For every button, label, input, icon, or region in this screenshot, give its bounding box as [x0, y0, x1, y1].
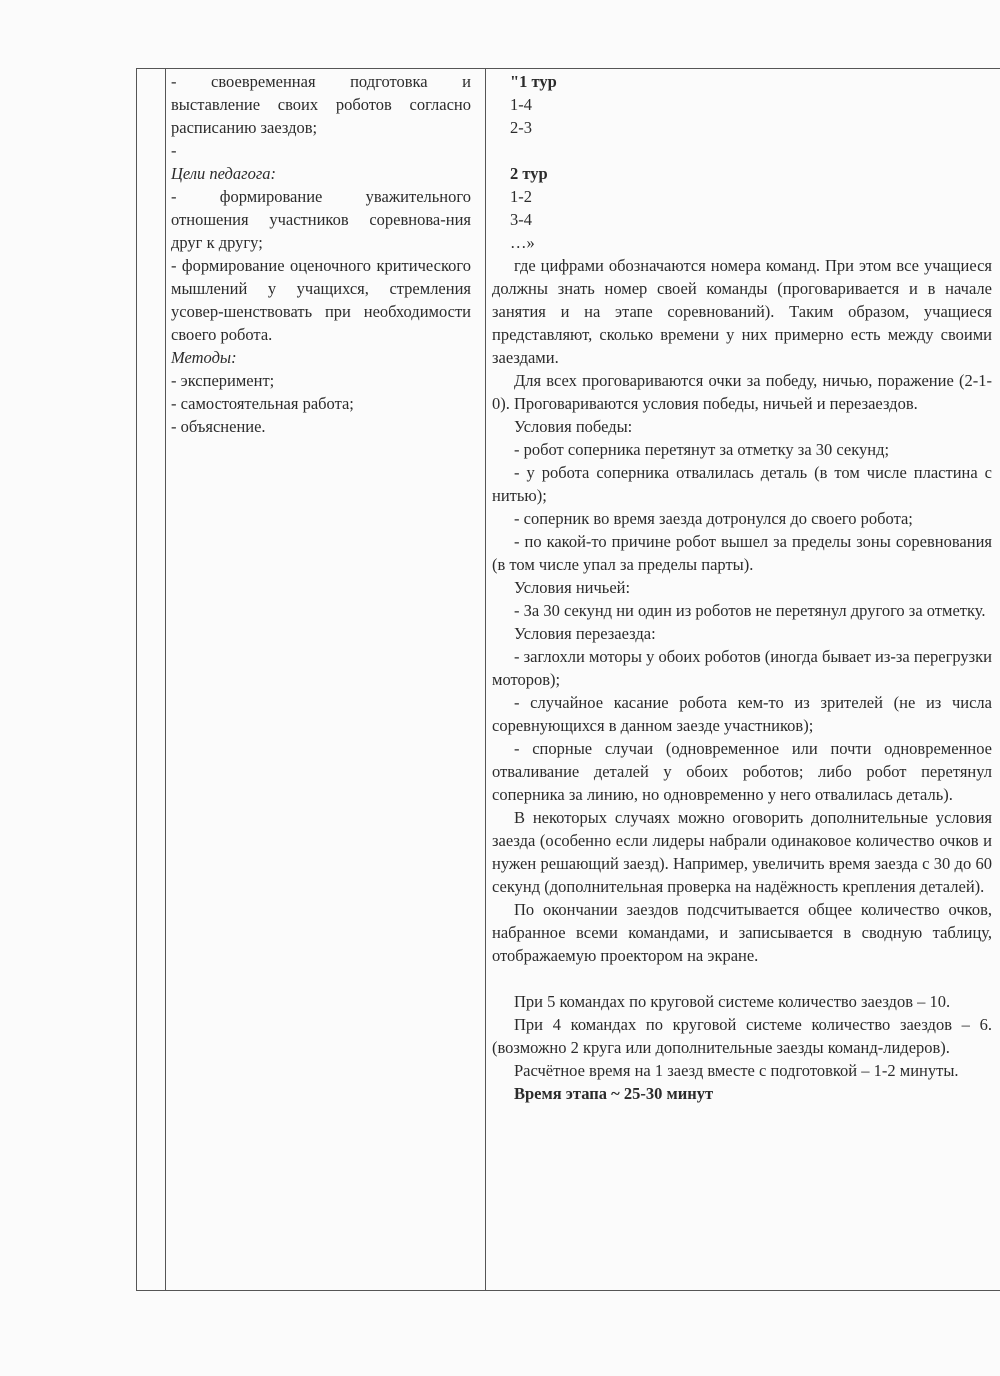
win-condition-item: - соперник во время заезда дотронулся до своего робота; [514, 509, 913, 528]
four-teams-paragraph: При 4 командах по круговой системе количество заездов – 6. (возможно 2 круга или дополнительные заезды команд-лидеров). [492, 1015, 992, 1057]
dash-line: - [171, 141, 177, 160]
tour-pair: 1-2 [510, 187, 532, 206]
table-column-divider-1 [165, 68, 166, 1290]
tour-pair: 2-3 [510, 118, 532, 137]
draw-condition-item: - За 30 секунд ни один из роботов не перетянул другого за отметку. [514, 601, 986, 620]
run-time-paragraph: Расчётное время на 1 заезд вместе с подготовкой – 1-2 минуты. [514, 1061, 959, 1080]
team-numbers-paragraph: где цифрами обозначаются номера команд. При этом все учащиеся должны знать номер своей команды (проговаривается и в начале занятия и на этапе соревнований). Таким образом, учащиеся представляют, сколько времени у них примерно есть между своими заездами. [492, 256, 992, 367]
points-paragraph: Для всех проговариваются очки за победу, ничью, поражение (2-1-0). Проговариваются условия победы, ничьей и перезаездов. [492, 371, 992, 413]
task-text: - своевременная подготовка и выставление своих роботов согласно расписанию заездов; [171, 72, 471, 137]
tour2-heading: 2 тур [510, 164, 548, 183]
goal-item: - формирование уважительного отношения участников соревнова-ния друг к другу; [171, 187, 471, 252]
table-left-border [136, 68, 137, 1290]
goals-methods-column [171, 70, 471, 438]
stage-description-column [492, 70, 992, 1105]
win-condition-item: - у робота соперника отвалилась деталь (в том числе пластина с нитью); [492, 463, 992, 505]
tour-pair: 1-4 [510, 95, 532, 114]
draw-conditions-heading: Условия ничьей: [514, 578, 631, 597]
table-column-divider-2 [485, 68, 486, 1290]
methods-heading: Методы: [171, 348, 237, 367]
rerun-condition-item: - случайное касание робота кем-то из зрителей (не из числа соревнующихся в данном заезде участников); [492, 693, 992, 735]
method-item: - эксперимент; [171, 371, 275, 390]
stage-time: Время этапа ~ 25-30 минут [514, 1084, 714, 1103]
rerun-condition-item: - заглохли моторы у обоих роботов (иногда бывает из-за перегрузки моторов); [492, 647, 992, 689]
five-teams-paragraph: При 5 командах по круговой системе количество заездов – 10. [514, 992, 951, 1011]
win-condition-item: - робот соперника перетянут за отметку за 30 секунд; [514, 440, 890, 459]
ellipsis: …» [510, 233, 535, 252]
win-condition-item: - по какой-то причине робот вышел за пределы зоны соревнования (в том числе упал за пределы парты). [492, 532, 992, 574]
method-item: - самостоятельная работа; [171, 394, 354, 413]
rerun-conditions-heading: Условия перезаезда: [514, 624, 656, 643]
win-conditions-heading: Условия победы: [514, 417, 633, 436]
rerun-condition-item: - спорные случаи (одновременное или почти одновременное отваливание деталей у обоих роботов; либо робот перетянул соперника за линию, но одновременно у него отвалилась деталь). [492, 739, 992, 804]
goal-item: - формирование оценочного критического мышлений у учащихся, стремления усовер-шенствовать при необходимости своего робота. [171, 256, 471, 344]
method-item: - объяснение. [171, 417, 266, 436]
table-top-border [136, 68, 1000, 69]
tour-pair: 3-4 [510, 210, 532, 229]
extra-conditions-paragraph: В некоторых случаях можно оговорить дополнительные условия заезда (особенно если лидеры набрали одинаковое количество очков и нужен решающий заезд). Например, увеличить время заезда с 30 до 60 секунд (дополнительная проверка на надёжность крепления деталей). [492, 808, 992, 896]
tour1-heading: "1 тур [510, 72, 557, 91]
goals-heading: Цели педагога: [171, 164, 277, 183]
table-bottom-border [136, 1290, 1000, 1291]
total-points-paragraph: По окончании заездов подсчитывается общее количество очков, набранное всеми командами, и записывается в сводную таблицу, отображаемую проектором на экране. [492, 900, 992, 965]
